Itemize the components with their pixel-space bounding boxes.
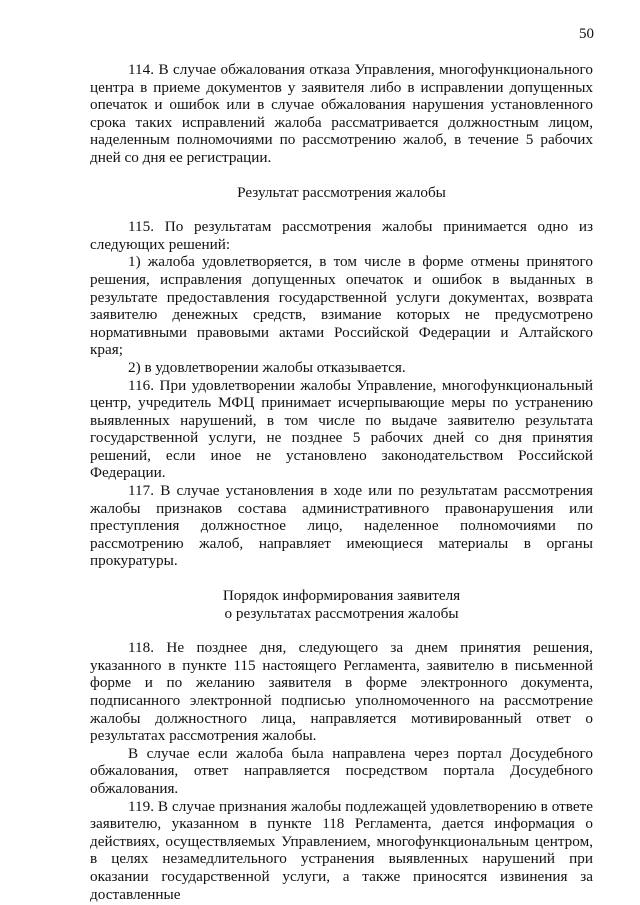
paragraph-115: 115. По результатам рассмотрения жалобы принимается одно из следующих решений: bbox=[90, 218, 593, 253]
paragraph-115-item-2: 2) в удовлетворении жалобы отказывается. bbox=[128, 358, 406, 376]
paragraph-118-portal: В случае если жалоба была направлена через портал Досудебного обжалования, ответ направляется посредством портала Досудебного обжалования. bbox=[90, 744, 593, 797]
document-body bbox=[90, 61, 593, 903]
paragraph-115-item-1: 1) жалоба удовлетворяется, в том числе в форме отмены принятого решения, исправления допущенных опечаток и ошибок в выданных в результате предоставления государственной услуги документах, возврата заявителю денежных средств, взимание которых не предусмотрено нормативными правовыми актами Российской Федерации и Алтайского края; bbox=[90, 253, 593, 359]
section-heading-info bbox=[90, 587, 593, 622]
paragraph-118: 118. Не позднее дня, следующего за днем принятия решения, указанного в пункте 115 настоящего Регламента, заявителю в письменной форме и по желанию заявителя в форме электронного документа, подписанного электронной подписью уполномоченного на рассмотрение жалобы должностного лица, направляется мотивированный ответ о результатах рассмотрения жалобы. bbox=[90, 639, 593, 745]
paragraph-119: 119. В случае признания жалобы подлежащей удовлетворению в ответе заявителю, указанном в пункте 118 Регламента, дается информация о действиях, осуществляемых Управлением, многофункциональным центром, в целях незамедлительного устранения выявленных нарушений при оказании государственной услуги, а также приносятся извинения за доставленные bbox=[90, 797, 593, 903]
page-number: 50 bbox=[579, 26, 594, 42]
paragraph-114: 114. В случае обжалования отказа Управления, многофункционального центра в приеме документов у заявителя либо в исправлении допущенных опечаток и ошибок или в случае обжалования нарушения установленного срока таких исправлений жалоба рассматривается должностным лицом, наделенным полномочиями по рассмотрению жалоб, в течение 5 рабочих дней со дня ее регистрации. bbox=[90, 61, 593, 166]
paragraph-116: 116. При удовлетворении жалобы Управление, многофункциональный центр, учредитель МФЦ принимает исчерпывающие меры по устранению выявленных нарушений, в том числе по выдаче заявителю результата государственной услуги, не позднее 5 рабочих дней со дня принятия решений, если иное не установлено законодательством Российской Федерации. bbox=[90, 376, 593, 482]
paragraph-117: 117. В случае установления в ходе или по результатам рассмотрения жалобы признаков состава административного правонарушения или преступления должностное лицо, наделенное полномочиями по рассмотрению жалоб, направляет имеющиеся материалы в органы прокуратуры. bbox=[90, 482, 593, 570]
section-heading-result: Результат рассмотрения жалобы bbox=[237, 183, 446, 201]
section-heading-info-line1: Порядок информирования заявителя bbox=[222, 587, 461, 605]
section-heading-info-line2: о результатах рассмотрения жалобы bbox=[224, 604, 459, 622]
